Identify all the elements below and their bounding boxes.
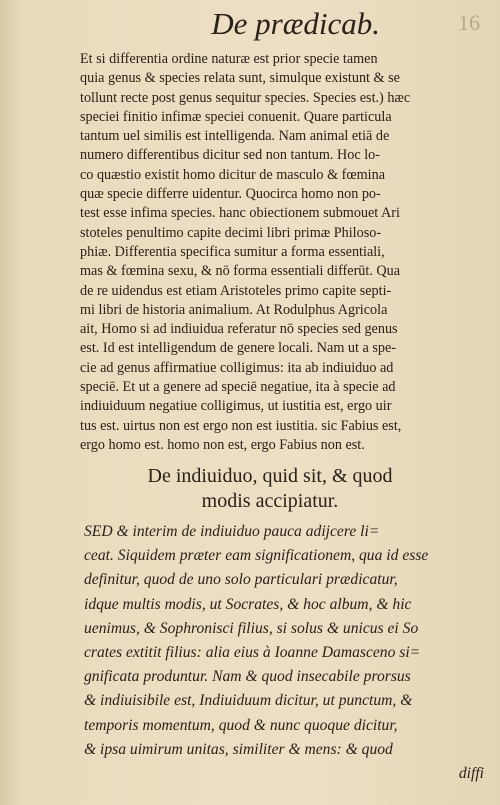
text-line: de re uidendus est etiam Aristoteles primo capite septi- <box>80 282 392 299</box>
text-line: SED & interim de indiuiduo pauca adijcere li= <box>84 523 380 540</box>
running-head <box>0 8 500 48</box>
text-line: mas & fœmina sexu, & nō forma essentiali differūt. Qua <box>80 263 401 280</box>
text-line: tantum uel similis est intelligenda. Nam animal etiā de <box>80 128 390 145</box>
text-line: ergo homo est. homo non est, ergo Fabius non est. <box>80 436 365 453</box>
text-line: definitur, quod de uno solo particulari prædicatur, <box>84 571 398 589</box>
text-line: est. Id est intelligendum de genere locali. Nam ut a spe- <box>80 340 396 357</box>
text-line: quæ specie differre uidentur. Quocirca homo non po- <box>80 186 381 203</box>
text-line: speciei finitio infimæ speciei conuenit. Quare particula <box>80 108 392 125</box>
text-line: & ipsa uimirum unitas, similiter & mens: & quod <box>84 740 393 758</box>
paragraph-2 <box>84 520 484 786</box>
catchword: diffi <box>458 765 484 783</box>
running-head-title: De prædicab. <box>211 6 380 41</box>
text-line: gnificata produntur. Nam & quod insecabile prorsus <box>84 668 411 686</box>
text-line: idque multis modis, ut Socrates, & hoc album, & hic <box>84 595 412 613</box>
text-line: phiæ. Differentia specifica sumitur a forma essentiali, <box>80 243 385 260</box>
folio-number: 16 <box>458 10 480 35</box>
text-line: uenimus, & Sophronisci filius, si solus & unicus ei So <box>84 619 419 637</box>
text-line: test esse infima species. hanc obiectionem submouet Ari <box>80 205 400 222</box>
text-line: quia genus & species relata sunt, simulque existunt & se <box>80 70 400 87</box>
text-line: speciē. Et ut a genere ad speciē negatiue, ita à specie ad <box>80 379 396 396</box>
text-line: Et si differentia ordine naturæ est prior specie tamen <box>80 51 378 67</box>
text-line: numero differentibus dicitur sed non tantum. Hoc lo- <box>80 147 380 164</box>
text-line: cie ad genus affirmatiue colligimus: ita ab indiuiduo ad <box>80 359 394 376</box>
text-line: tollunt recte post genus sequitur species. Species est.) hæc <box>80 89 411 106</box>
text-line: indiuiduum negatiue colligimus, ut iustitia est, ergo uir <box>80 398 392 415</box>
text-line: & indiuisibile est, Indiuiduum dicitur, ut punctum, & <box>84 692 413 710</box>
text-line: temporis momentum, quod & nunc quoque dicitur, <box>84 716 398 734</box>
text-line: co quæstio existit homo dicitur de masculo & fœmina <box>80 166 385 183</box>
text-line: ceat. Siquidem præter eam significationem, qua id esse <box>84 547 429 565</box>
text-line: ait, Homo si ad indiuidua referatur nō species sed genus <box>80 321 398 338</box>
paragraph-1 <box>80 50 480 455</box>
text-line: crates extitit filius: alia eius à Ioanne Damasceno si= <box>84 644 421 662</box>
text-line: mi libri de historia animalium. At Rodulphus Agricola <box>80 301 388 318</box>
text-line: stoteles penultimo capite decimi libri primæ Philoso- <box>80 224 382 241</box>
section-heading-line-2: modis accipiatur. <box>201 490 339 512</box>
section-heading-line-1: De indiuiduo, quid sit, & quod <box>147 465 393 487</box>
text-line: tus est. uirtus non est ergo non est iustitia. sic Fabius est, <box>80 417 402 434</box>
